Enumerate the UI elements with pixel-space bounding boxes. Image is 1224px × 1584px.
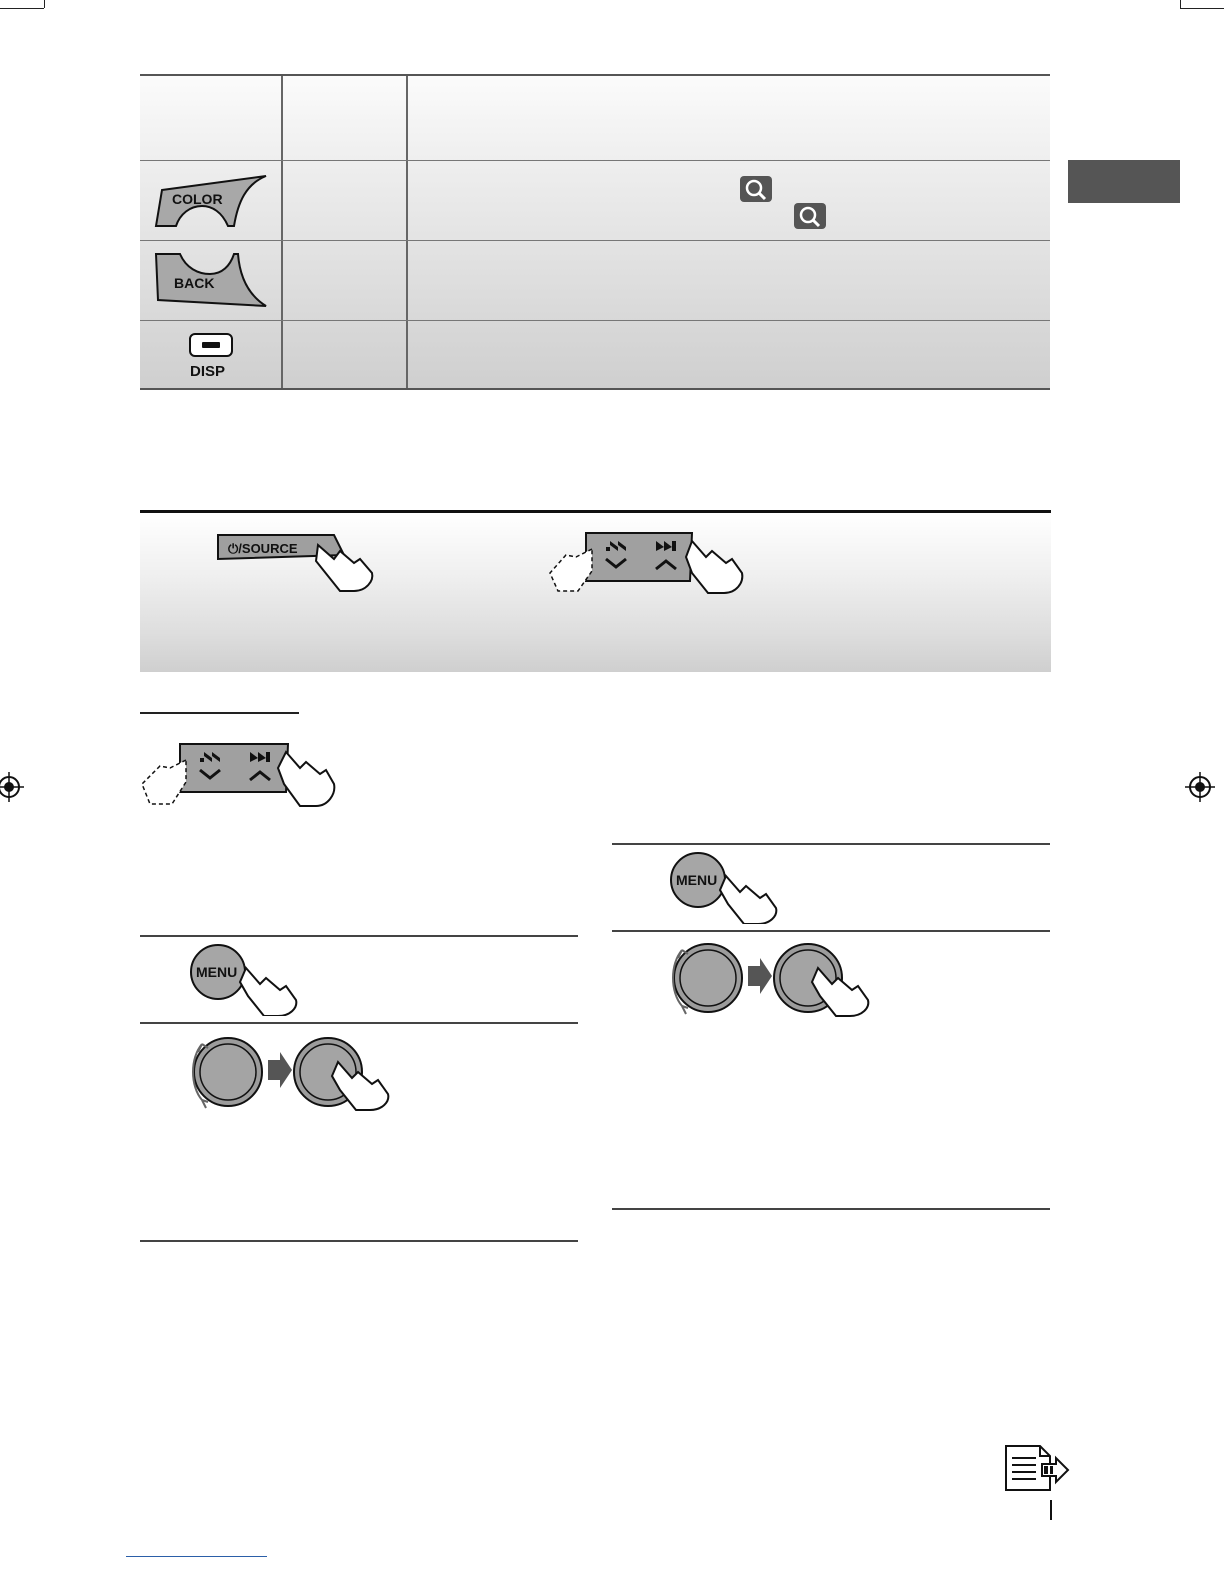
table-divider-1 <box>281 76 283 388</box>
step-divider-right-2 <box>612 930 1050 932</box>
back-key-icon <box>154 250 270 310</box>
source-selection-band <box>140 510 1051 672</box>
menu-button-label: MENU <box>676 872 718 888</box>
crop-mark-top-right-v <box>1180 0 1181 8</box>
magnifier-icon <box>794 203 826 229</box>
table-row-divider-3 <box>140 320 1050 321</box>
source-button-press-icon <box>214 529 384 595</box>
back-key-label: BACK <box>174 275 215 291</box>
crop-mark-top-left <box>0 8 44 9</box>
registration-mark-left-icon <box>0 772 24 802</box>
table-row-divider-1 <box>140 160 1050 161</box>
section-tab <box>1068 160 1180 203</box>
crop-mark-top-left-v <box>44 0 45 8</box>
step-divider-left-1 <box>140 935 578 937</box>
crop-mark-top-right <box>1180 8 1224 9</box>
key-function-table <box>140 74 1050 390</box>
magnifier-icon <box>740 176 772 202</box>
registration-mark-right-icon <box>1185 772 1215 802</box>
step-divider-left-2 <box>140 1022 578 1024</box>
source-button-label: ⏻/SOURCE <box>228 541 298 556</box>
skip-buttons-icon <box>138 738 338 810</box>
disp-key-label: DISP <box>190 363 226 380</box>
step-divider-right-1 <box>612 843 1050 845</box>
table-row-divider-2 <box>140 240 1050 241</box>
disp-key-icon <box>184 330 244 384</box>
footer-rule <box>126 1556 267 1557</box>
step-divider-right-3 <box>612 1208 1050 1210</box>
step-divider-left-3 <box>140 1240 578 1242</box>
note-next-page-icon <box>1002 1442 1072 1494</box>
menu-button-press-icon <box>188 942 308 1016</box>
menu-button-label: MENU <box>196 964 238 980</box>
skip-buttons-press-icon <box>546 527 746 597</box>
page-number-marker <box>1050 1500 1052 1520</box>
subsection-heading-underline <box>140 712 299 714</box>
control-dial-turn-press-icon <box>188 1032 398 1116</box>
control-dial-turn-press-icon <box>668 938 878 1022</box>
color-key-icon <box>154 172 270 232</box>
menu-button-press-icon <box>668 850 788 924</box>
table-divider-2 <box>406 76 408 388</box>
color-key-label: COLOR <box>172 191 223 207</box>
